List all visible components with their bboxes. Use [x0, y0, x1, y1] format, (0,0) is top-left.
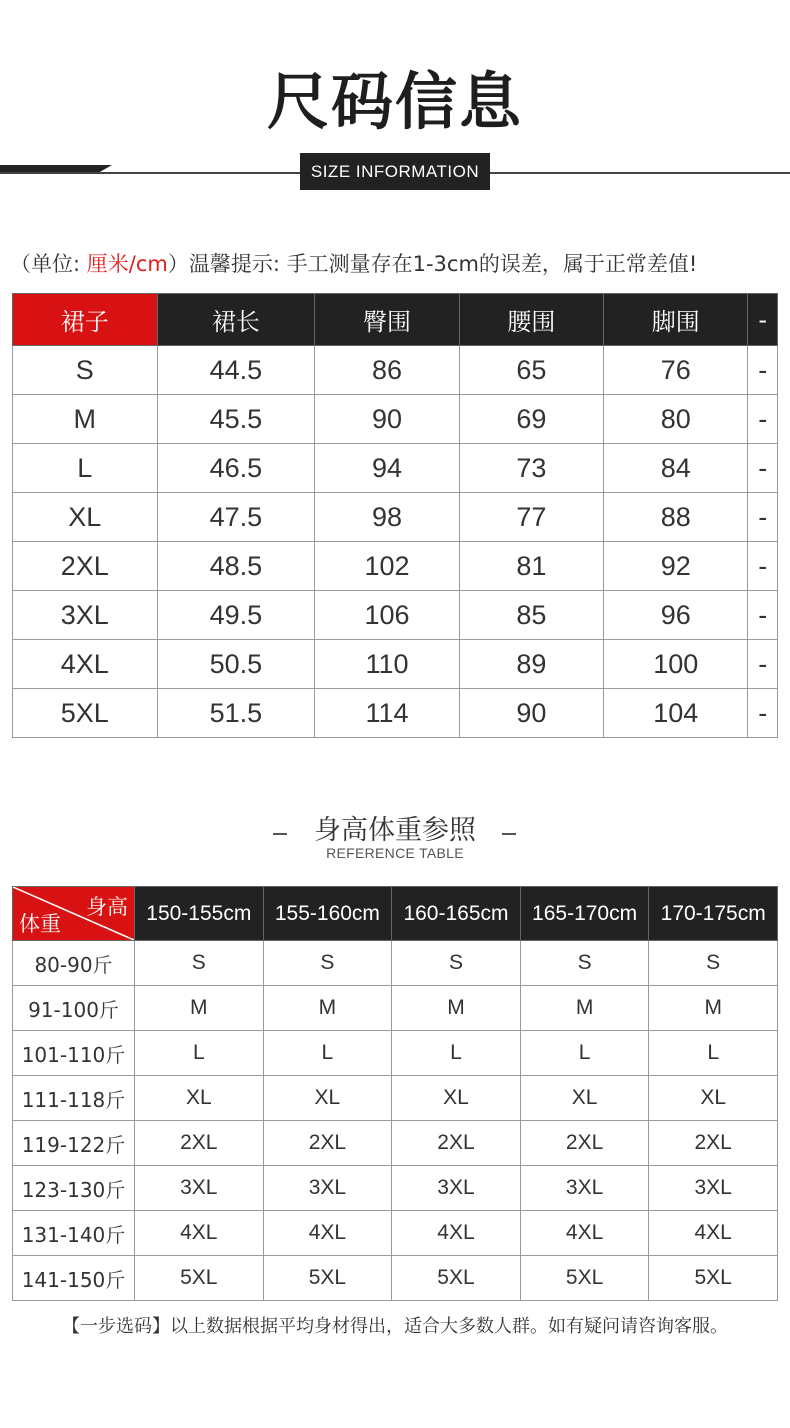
note-suffix: ）温馨提示: 手工测量存在1-3cm的误差，属于正常差值!	[167, 252, 698, 276]
table-cell: L	[13, 444, 158, 493]
table-row	[13, 1121, 778, 1166]
table-cell: 3XL	[13, 591, 158, 640]
table-cell: 98	[315, 493, 459, 542]
table-cell: 90	[459, 689, 603, 738]
table-cell: M	[649, 986, 778, 1031]
measurement-note	[10, 248, 697, 278]
table-cell: 100	[604, 640, 748, 689]
section-dash-right	[502, 833, 516, 835]
table-cell: M	[263, 986, 392, 1031]
table-cell: 5XL	[649, 1256, 778, 1301]
table-cell: -	[748, 444, 778, 493]
table-cell: XL	[135, 1076, 264, 1121]
table-cell: L	[649, 1031, 778, 1076]
table-row	[13, 1076, 778, 1121]
table-cell: 85	[459, 591, 603, 640]
table-cell: 5XL	[520, 1256, 649, 1301]
weight-cell: 123-130斤	[13, 1166, 135, 1211]
table-cell: L	[135, 1031, 264, 1076]
table-cell: S	[13, 346, 158, 395]
table-cell: 4XL	[392, 1211, 521, 1256]
table-cell: 84	[604, 444, 748, 493]
table-cell: 47.5	[157, 493, 315, 542]
table-cell: 92	[604, 542, 748, 591]
size-table	[12, 293, 778, 738]
table-cell: 4XL	[263, 1211, 392, 1256]
table-row	[13, 1031, 778, 1076]
table-row	[13, 986, 778, 1031]
table-cell: L	[263, 1031, 392, 1076]
note-prefix: （单位:	[10, 252, 87, 276]
table-cell: S	[263, 941, 392, 986]
reference-table-header	[13, 887, 778, 941]
table-cell: 49.5	[157, 591, 315, 640]
weight-cell: 111-118斤	[13, 1076, 135, 1121]
table-cell: S	[392, 941, 521, 986]
table-cell: 51.5	[157, 689, 315, 738]
table-cell: 4XL	[520, 1211, 649, 1256]
header-cell: 脚围	[604, 294, 748, 346]
weight-cell: 141-150斤	[13, 1256, 135, 1301]
size-table-header	[13, 294, 778, 346]
table-cell: 48.5	[157, 542, 315, 591]
table-cell: 2XL	[135, 1121, 264, 1166]
table-cell: 3XL	[392, 1166, 521, 1211]
table-cell: 69	[459, 395, 603, 444]
table-cell: -	[748, 346, 778, 395]
table-cell: 45.5	[157, 395, 315, 444]
reference-table	[12, 886, 778, 1301]
header-cell: 165-170cm	[520, 887, 649, 941]
table-row	[13, 689, 778, 738]
corner-cell	[13, 887, 135, 941]
table-cell: 2XL	[392, 1121, 521, 1166]
table-cell: 50.5	[157, 640, 315, 689]
title-divider-right	[490, 172, 790, 174]
table-cell: 3XL	[520, 1166, 649, 1211]
table-cell: M	[392, 986, 521, 1031]
table-cell: 5XL	[13, 689, 158, 738]
table-cell: M	[13, 395, 158, 444]
table-cell: 88	[604, 493, 748, 542]
table-cell: 2XL	[13, 542, 158, 591]
table-cell: M	[135, 986, 264, 1031]
table-cell: 3XL	[649, 1166, 778, 1211]
table-cell: 81	[459, 542, 603, 591]
header-cell: 臀围	[315, 294, 459, 346]
header-cell: 腰围	[459, 294, 603, 346]
table-cell: XL	[13, 493, 158, 542]
table-cell: 2XL	[263, 1121, 392, 1166]
table-cell: -	[748, 542, 778, 591]
table-cell: 104	[604, 689, 748, 738]
table-cell: 89	[459, 640, 603, 689]
table-row	[13, 1211, 778, 1256]
table-cell: L	[392, 1031, 521, 1076]
header-cell: -	[748, 294, 778, 346]
table-cell: 4XL	[649, 1211, 778, 1256]
table-cell: 102	[315, 542, 459, 591]
table-row	[13, 591, 778, 640]
table-row	[13, 395, 778, 444]
table-cell: M	[520, 986, 649, 1031]
weight-cell: 91-100斤	[13, 986, 135, 1031]
table-cell: L	[520, 1031, 649, 1076]
table-row	[13, 1166, 778, 1211]
table-cell: 44.5	[157, 346, 315, 395]
table-cell: 77	[459, 493, 603, 542]
table-cell: 96	[604, 591, 748, 640]
weight-cell: 101-110斤	[13, 1031, 135, 1076]
page-subtitle: SIZE INFORMATION	[300, 153, 490, 190]
corner-height-label: 身高	[86, 895, 128, 919]
table-cell: XL	[263, 1076, 392, 1121]
reference-subtitle: REFERENCE TABLE	[326, 845, 464, 861]
table-cell: 80	[604, 395, 748, 444]
table-cell: -	[748, 640, 778, 689]
table-cell: 5XL	[392, 1256, 521, 1301]
header-cell: 150-155cm	[135, 887, 264, 941]
weight-cell: 131-140斤	[13, 1211, 135, 1256]
weight-cell: 80-90斤	[13, 941, 135, 986]
title-divider-left	[0, 172, 300, 174]
table-cell: 106	[315, 591, 459, 640]
table-row	[13, 346, 778, 395]
table-row	[13, 542, 778, 591]
table-cell: 94	[315, 444, 459, 493]
table-cell: XL	[649, 1076, 778, 1121]
table-cell: 76	[604, 346, 748, 395]
header-cell: 裙子	[13, 294, 158, 346]
header-cell: 170-175cm	[649, 887, 778, 941]
footer-note: 【一步选码】以上数据根据平均身材得出，适合大多数人群。如有疑问请咨询客服。	[62, 1316, 728, 1337]
table-cell: 90	[315, 395, 459, 444]
table-cell: -	[748, 395, 778, 444]
table-cell: S	[520, 941, 649, 986]
table-cell: 73	[459, 444, 603, 493]
header-cell: 155-160cm	[263, 887, 392, 941]
table-cell: 114	[315, 689, 459, 738]
corner-weight-label: 体重	[19, 912, 61, 936]
table-row	[13, 493, 778, 542]
header-cell: 裙长	[157, 294, 315, 346]
table-cell: XL	[520, 1076, 649, 1121]
table-cell: 4XL	[13, 640, 158, 689]
table-cell: 86	[315, 346, 459, 395]
table-cell: 4XL	[135, 1211, 264, 1256]
reference-title: 身高体重参照	[314, 815, 476, 846]
table-row	[13, 941, 778, 986]
table-cell: 65	[459, 346, 603, 395]
table-cell: S	[649, 941, 778, 986]
table-row	[13, 640, 778, 689]
table-cell: 3XL	[135, 1166, 264, 1211]
table-cell: 46.5	[157, 444, 315, 493]
table-cell: 110	[315, 640, 459, 689]
page-title: 尺码信息	[266, 65, 523, 138]
table-cell: -	[748, 591, 778, 640]
table-cell: 3XL	[263, 1166, 392, 1211]
table-row	[13, 1256, 778, 1301]
table-cell: -	[748, 689, 778, 738]
note-unit: 厘米/cm	[86, 252, 168, 276]
table-cell: 2XL	[649, 1121, 778, 1166]
table-cell: XL	[392, 1076, 521, 1121]
table-cell: 2XL	[520, 1121, 649, 1166]
weight-cell: 119-122斤	[13, 1121, 135, 1166]
header-cell: 160-165cm	[392, 887, 521, 941]
table-cell: -	[748, 493, 778, 542]
table-cell: 5XL	[135, 1256, 264, 1301]
table-cell: 5XL	[263, 1256, 392, 1301]
table-row	[13, 444, 778, 493]
table-cell: S	[135, 941, 264, 986]
